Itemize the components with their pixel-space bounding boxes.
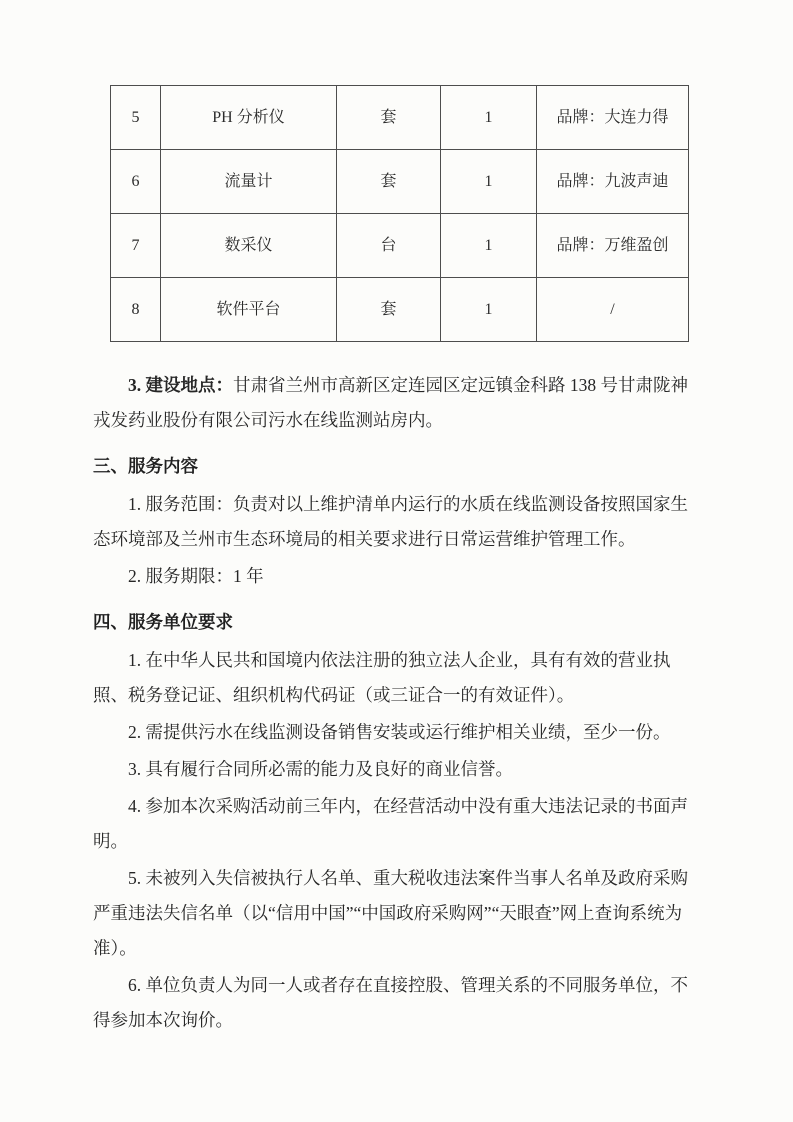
- cell-qty: 1: [441, 150, 537, 214]
- cell-unit: 台: [337, 214, 441, 278]
- requirement-item-5: 5. 未被列入失信被执行人名单、重大税收违法案件当事人名单及政府采购严重违法失信名单（以“信用中国”“中国政府采购网”“天眼查”网上查询系统为准）。: [93, 868, 688, 958]
- requirement-item-1: 1. 在中华人民共和国境内依法注册的独立法人企业，具有有效的营业执照、税务登记证、组织机构代码证（或三证合一的有效证件）。: [93, 650, 671, 705]
- cell-no: 8: [111, 278, 161, 342]
- cell-unit: 套: [337, 150, 441, 214]
- table-row: [111, 86, 689, 150]
- cell-qty: 1: [441, 278, 537, 342]
- cell-unit: 套: [337, 278, 441, 342]
- equipment-table: [110, 85, 689, 342]
- cell-name: 软件平台: [161, 278, 337, 342]
- cell-brand: 品牌：九波声迪: [537, 150, 689, 214]
- service-scope-paragraph: 1. 服务范围：负责对以上维护清单内运行的水质在线监测设备按照国家生态环境部及兰州市生态环境局的相关要求进行日常运营维护管理工作。: [93, 494, 688, 549]
- cell-brand: 品牌：万维盈创: [537, 214, 689, 278]
- requirement-item-4: 4. 参加本次采购活动前三年内，在经营活动中没有重大违法记录的书面声明。: [93, 796, 688, 851]
- cell-name: 流量计: [161, 150, 337, 214]
- table-row: [111, 150, 689, 214]
- cell-name: 数采仪: [161, 214, 337, 278]
- cell-brand: 品牌：大连力得: [537, 86, 689, 150]
- table-row: [111, 214, 689, 278]
- section-heading-service-content: 三、服务内容: [93, 456, 198, 476]
- requirement-item-3: 3. 具有履行合同所必需的能力及良好的商业信誉。: [128, 759, 513, 779]
- cell-qty: 1: [441, 214, 537, 278]
- location-label: 3. 建设地点：: [128, 375, 233, 395]
- cell-no: 6: [111, 150, 161, 214]
- requirement-item-6: 6. 单位负责人为同一人或者存在直接控股、管理关系的不同服务单位，不得参加本次询价。: [93, 975, 688, 1030]
- cell-no: 7: [111, 214, 161, 278]
- cell-qty: 1: [441, 86, 537, 150]
- location-paragraph: [93, 368, 703, 438]
- requirement-item-2: 2. 需提供污水在线监测设备销售安装或运行维护相关业绩，至少一份。: [128, 722, 671, 742]
- cell-unit: 套: [337, 86, 441, 150]
- location-text: 甘肃省兰州市高新区定连园区定远镇金科路 138 号甘肃陇神戎发药业股份有限公司污水在线监测站房内。: [93, 375, 688, 430]
- table-row: [111, 278, 689, 342]
- cell-no: 5: [111, 86, 161, 150]
- cell-brand: /: [537, 278, 689, 342]
- section-heading-vendor-requirements: 四、服务单位要求: [93, 612, 233, 632]
- cell-name: PH 分析仪: [161, 86, 337, 150]
- service-term-paragraph: 2. 服务期限：1 年: [128, 566, 264, 586]
